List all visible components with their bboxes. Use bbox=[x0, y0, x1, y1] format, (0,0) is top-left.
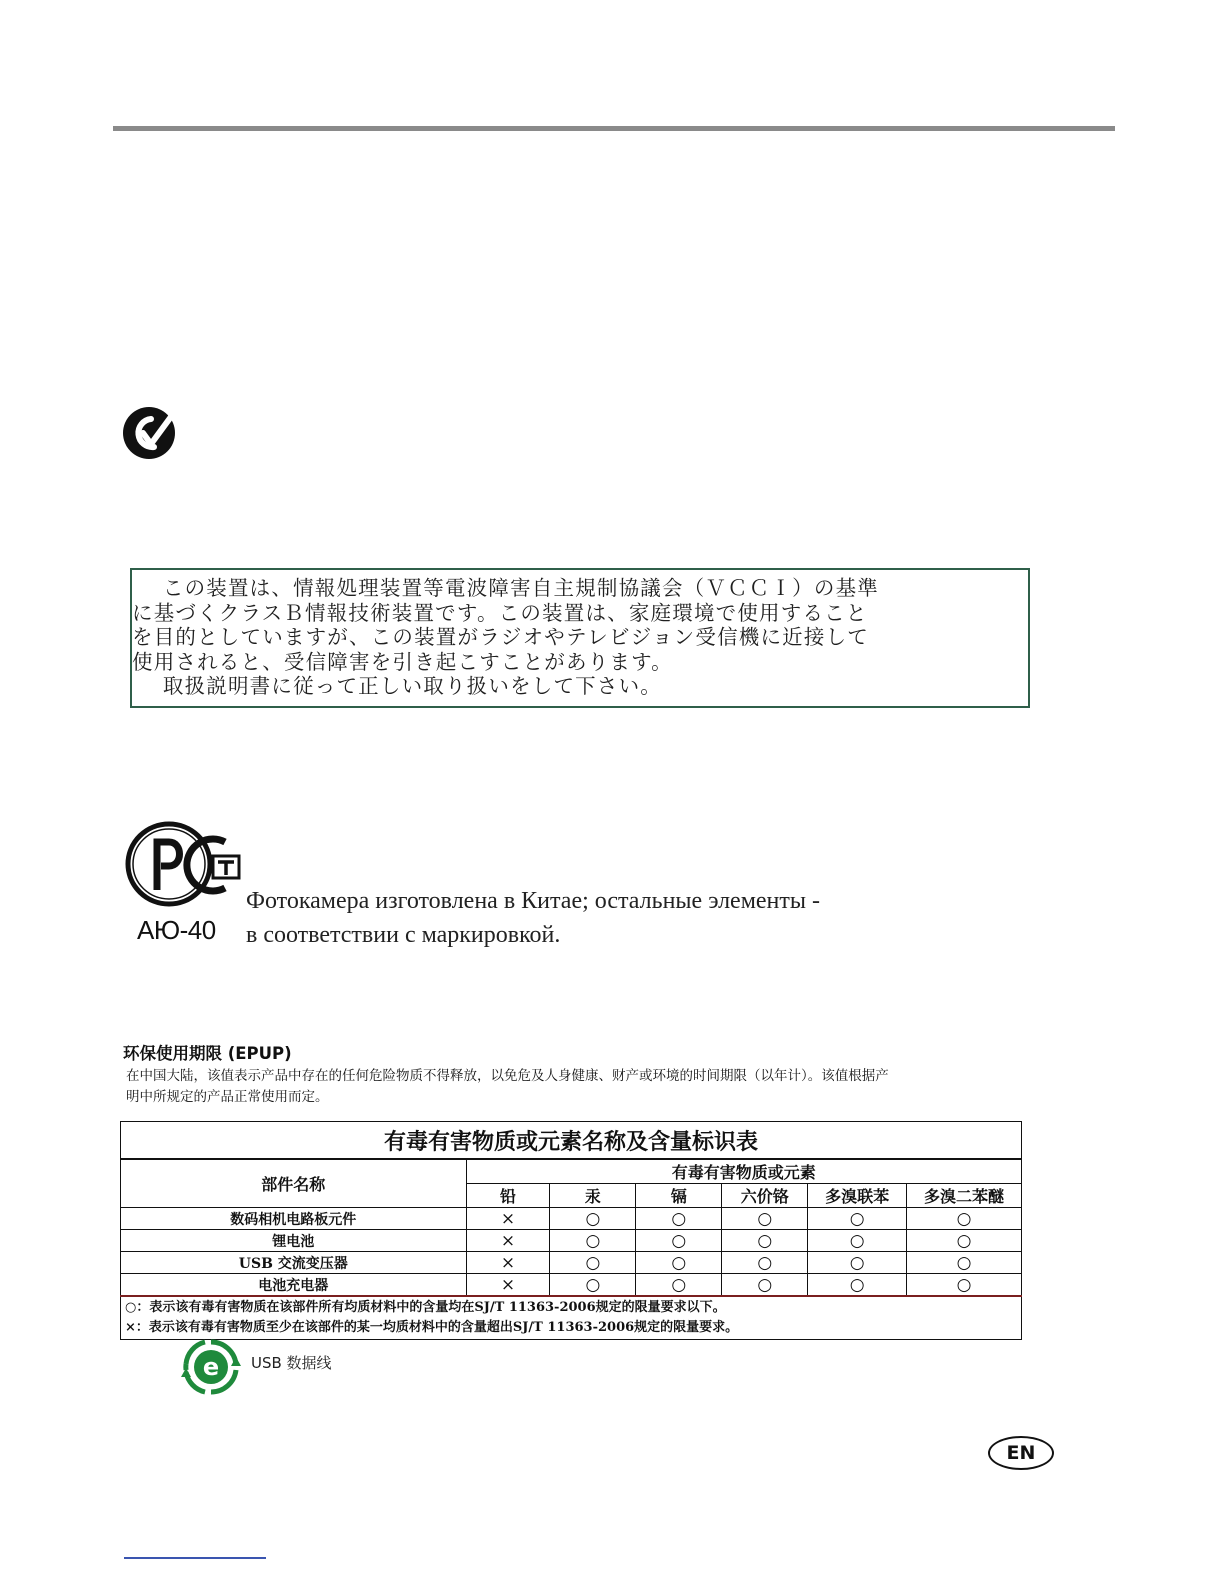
svg-text:e: e bbox=[202, 1353, 220, 1381]
mark-cell: ○ bbox=[808, 1274, 907, 1297]
mark-cell: ○ bbox=[722, 1208, 808, 1230]
hazardous-substance-table bbox=[120, 1121, 1022, 1340]
mark-cell: ○ bbox=[550, 1252, 636, 1274]
substance-header: 多溴二苯醚 bbox=[907, 1184, 1022, 1208]
table-row bbox=[121, 1252, 1022, 1274]
mark-cell: × bbox=[466, 1274, 550, 1297]
mark-cell: × bbox=[466, 1252, 550, 1274]
mark-cell: ○ bbox=[808, 1252, 907, 1274]
mark-cell: ○ bbox=[907, 1208, 1022, 1230]
table-row bbox=[121, 1230, 1022, 1252]
mark-cell: ○ bbox=[636, 1274, 722, 1297]
mark-cell: × bbox=[466, 1208, 550, 1230]
mark-cell: ○ bbox=[636, 1252, 722, 1274]
substance-header: 六价铬 bbox=[722, 1184, 808, 1208]
mark-cell: ○ bbox=[722, 1230, 808, 1252]
mark-cell: ○ bbox=[722, 1274, 808, 1297]
russia-origin-text bbox=[246, 884, 820, 952]
mark-cell: × bbox=[466, 1230, 550, 1252]
table-title: 有毒有害物质或元素名称及含量标识表 bbox=[121, 1122, 1022, 1160]
note-o: ○：表示该有毒有害物质在该部件所有均质材料中的含量均在SJ/T 11363-2006规定的限量要求以下。 bbox=[125, 1300, 726, 1315]
mark-cell: ○ bbox=[636, 1208, 722, 1230]
part-name-cell: 数码相机电路板元件 bbox=[121, 1208, 467, 1230]
vcci-line: この装置は、情報処理装置等電波障害自主規制協議会（ＶＣＣＩ）の基準 bbox=[132, 576, 879, 600]
pct-certification-code: АЮ-40 bbox=[137, 915, 216, 945]
substance-header: 铅 bbox=[466, 1184, 550, 1208]
mark-cell: ○ bbox=[808, 1230, 907, 1252]
vcci-notice-text bbox=[132, 576, 1028, 699]
vcci-notice-box bbox=[130, 568, 1030, 708]
substance-header: 镉 bbox=[636, 1184, 722, 1208]
header-rule bbox=[113, 126, 1115, 131]
part-name-cell: USB 交流变压器 bbox=[121, 1252, 467, 1274]
russia-text-line: Фотокамера изготовлена в Китае; остальные элементы - bbox=[246, 888, 820, 914]
mark-cell: ○ bbox=[722, 1252, 808, 1274]
epup-body-line: 在中国大陆，该值表示产品中存在的任何危险物质不得释放，以免危及人身健康、财产或环境的时间期限（以年计）。该值根据产 bbox=[126, 1068, 889, 1084]
russia-text-line: в соответствии с маркировкой. bbox=[246, 922, 561, 948]
vcci-line: 取扱説明書に従って正しい取り扱いをして下さい。 bbox=[132, 674, 662, 698]
substance-group-header: 有毒有害物质或元素 bbox=[466, 1159, 1021, 1184]
substance-header: 多溴联苯 bbox=[808, 1184, 907, 1208]
note-x: ×：表示该有毒有害物质至少在该部件的某一均质材料中的含量超出SJ/T 11363-2006规定的限量要求。 bbox=[125, 1320, 739, 1335]
vcci-line: に基づくクラスＢ情報技術装置です。この装置は、家庭環境で使用すること bbox=[132, 600, 868, 625]
table-notes bbox=[121, 1296, 1022, 1340]
table-row bbox=[121, 1208, 1022, 1230]
part-name-header: 部件名称 bbox=[121, 1159, 467, 1208]
mark-cell: ○ bbox=[550, 1208, 636, 1230]
usb-cable-label: USB 数据线 bbox=[251, 1354, 332, 1372]
part-name-cell: 电池充电器 bbox=[121, 1274, 467, 1297]
footer-rule bbox=[124, 1557, 266, 1559]
mark-cell: ○ bbox=[550, 1274, 636, 1297]
mark-cell: ○ bbox=[907, 1252, 1022, 1274]
mark-cell: ○ bbox=[636, 1230, 722, 1252]
pct-certification-logo-icon bbox=[125, 820, 245, 916]
c-tick-mark-icon bbox=[121, 406, 179, 460]
vcci-line: を目的としていますが、この装置がラジオやテレビジョン受信機に近接して bbox=[132, 625, 869, 649]
mark-cell: ○ bbox=[907, 1230, 1022, 1252]
substance-header: 汞 bbox=[550, 1184, 636, 1208]
mark-cell: ○ bbox=[550, 1230, 636, 1252]
epup-e-recycle-logo-icon bbox=[180, 1339, 242, 1395]
vcci-line: 使用されると、受信障害を引き起こすことがあります。 bbox=[132, 649, 673, 674]
epup-body bbox=[126, 1066, 1026, 1108]
mark-cell: ○ bbox=[808, 1208, 907, 1230]
table-row bbox=[121, 1274, 1022, 1297]
epup-body-line: 明中所规定的产品正常使用而定。 bbox=[126, 1089, 329, 1105]
part-name-cell: 锂电池 bbox=[121, 1230, 467, 1252]
epup-title: 环保使用期限 (EPUP) bbox=[123, 1044, 292, 1063]
mark-cell: ○ bbox=[907, 1274, 1022, 1297]
language-badge: EN bbox=[988, 1436, 1054, 1470]
